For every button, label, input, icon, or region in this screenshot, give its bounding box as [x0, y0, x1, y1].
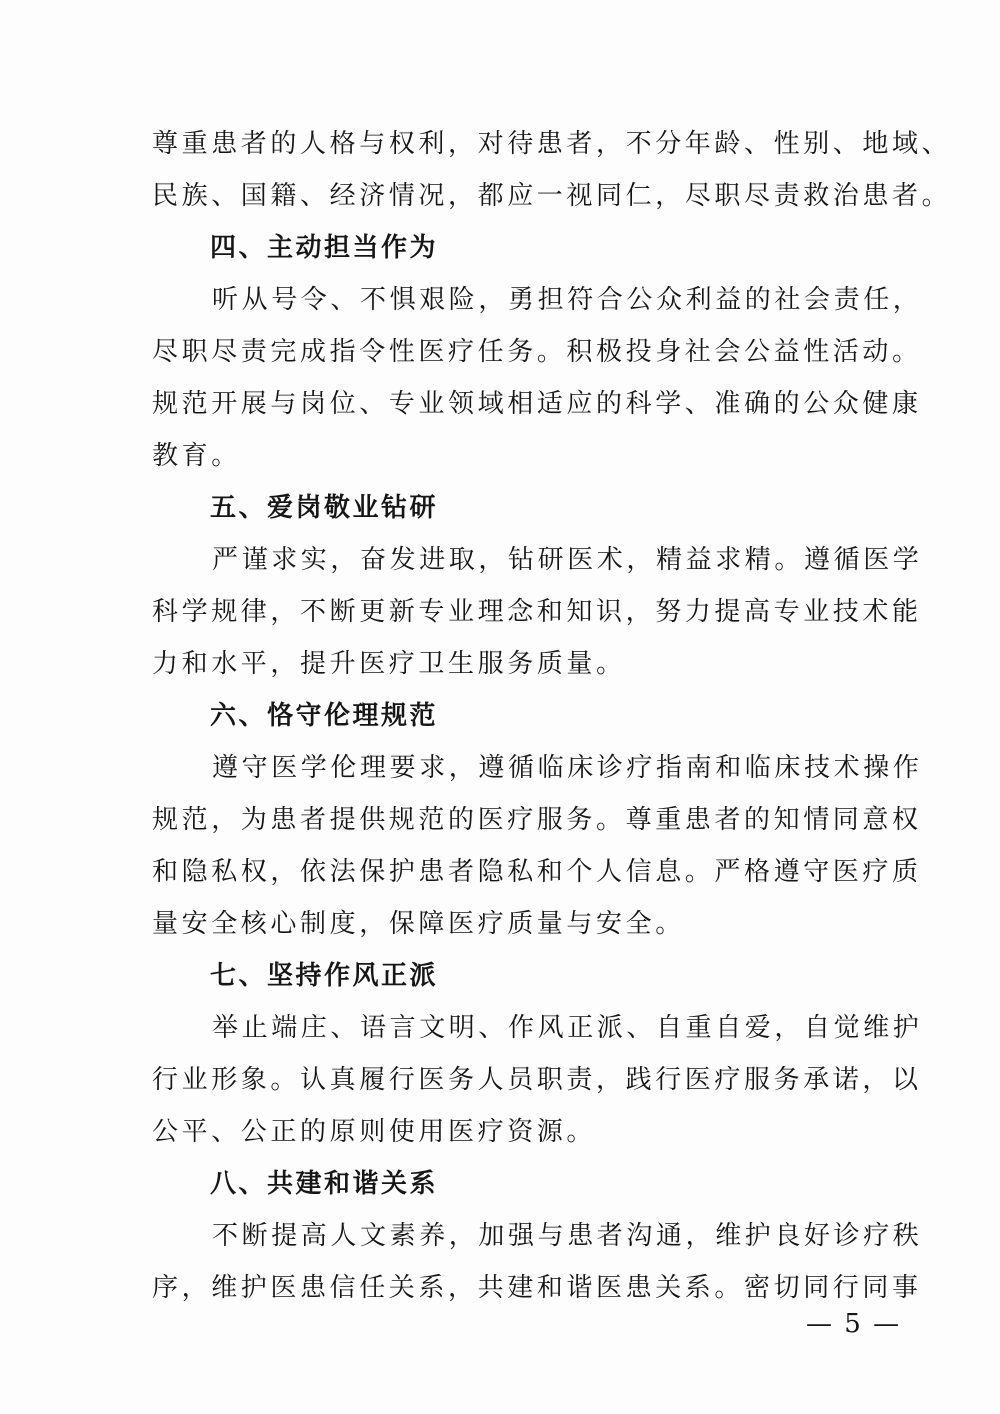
paragraph-line: 和隐私权，依法保护患者隐私和个人信息。严格遵守医疗质: [152, 857, 922, 887]
paragraph-line: 规范，为患者提供规范的医疗服务。尊重患者的知情同意权: [152, 805, 922, 835]
paragraph-line: 严谨求实，奋发进取，钻研医术，精益求精。遵循医学: [212, 545, 923, 575]
paragraph-line: 尊重患者的人格与权利，对待患者，不分年龄、性别、地域、: [152, 129, 952, 159]
paragraph-line: 序，维护医患信任关系，共建和谐医患关系。密切同行同事: [152, 1273, 922, 1303]
paragraph-line: 举止端庄、语言文明、作风正派、自重自爱，自觉维护: [212, 1013, 923, 1043]
paragraph-line: 尽职尽责完成指令性医疗任务。积极投身社会公益性活动。: [152, 337, 922, 367]
paragraph-line: 不断提高人文素养，加强与患者沟通，维护良好诊疗秩: [212, 1221, 923, 1251]
paragraph-line: 力和水平，提升医疗卫生服务质量。: [152, 649, 626, 679]
section-heading-7: 七、坚持作风正派: [210, 961, 439, 991]
paragraph-line: 民族、国籍、经济情况，都应一视同仁，尽职尽责救治患者。: [152, 181, 952, 211]
section-heading-4: 四、主动担当作为: [210, 233, 439, 263]
paragraph-line: 公平、公正的原则使用医疗资源。: [152, 1117, 597, 1147]
paragraph-line: 行业形象。认真履行医务人员职责，践行医疗服务承诺，以: [152, 1065, 922, 1095]
document-body: [152, 118, 952, 1314]
section-heading-8: 八、共建和谐关系: [210, 1169, 439, 1199]
section-heading-6: 六、恪守伦理规范: [210, 701, 439, 731]
paragraph-line: 规范开展与岗位、专业领域相适应的科学、准确的公众健康: [152, 389, 922, 419]
paragraph-line: 遵守医学伦理要求，遵循临床诊疗指南和临床技术操作: [212, 753, 923, 783]
paragraph-line: 教育。: [152, 441, 241, 471]
paragraph-line: 科学规律，不断更新专业理念和知识，努力提高专业技术能: [152, 597, 922, 627]
page-number: — 5 —: [806, 1309, 902, 1339]
paragraph-line: 听从号令、不惧艰险，勇担符合公众利益的社会责任，: [212, 285, 923, 315]
paragraph-line: 量安全核心制度，保障医疗质量与安全。: [152, 909, 685, 939]
section-heading-5: 五、爱岗敬业钻研: [210, 493, 439, 523]
